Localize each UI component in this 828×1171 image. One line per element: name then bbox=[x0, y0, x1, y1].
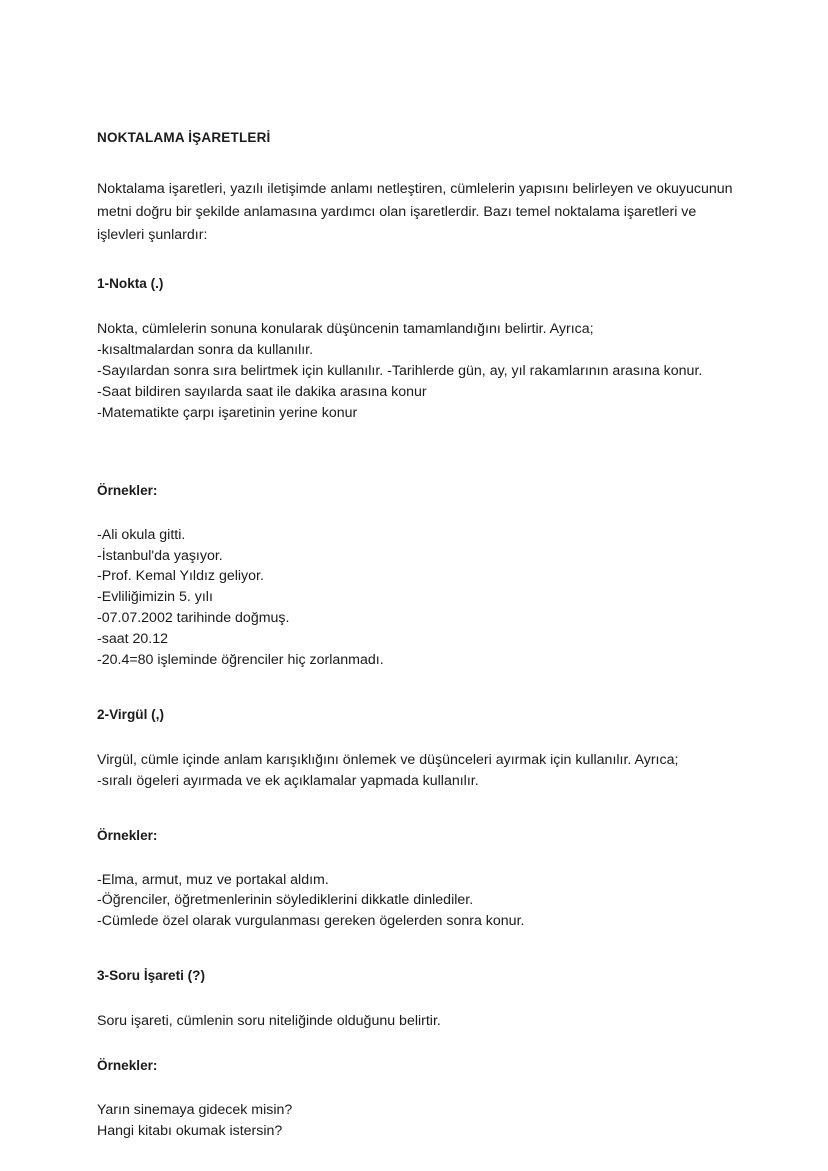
description-line: -Saat bildiren sayılarda saat ile dakika arasına konur bbox=[97, 383, 427, 400]
example-item: -20.4=80 işleminde öğrenciler hiç zorlanmadı. bbox=[97, 651, 384, 668]
example-item: -saat 20.12 bbox=[97, 631, 168, 648]
example-item: Yarın sinemaya gidecek misin? bbox=[97, 1102, 293, 1119]
example-item: -07.07.2002 tarihinde doğmuş. bbox=[97, 610, 290, 627]
section-heading-soru-isareti: 3-Soru İşareti (?) bbox=[97, 968, 206, 984]
description-line: -kısaltmalardan sonra da kullanılır. bbox=[97, 342, 314, 359]
section-heading-nokta: 1-Nokta (.) bbox=[97, 276, 164, 292]
examples-label-virgul: Örnekler: bbox=[97, 827, 158, 843]
description-line: Nokta, cümlelerin sonuna konularak düşüncenin tamamlandığını belirtir. Ayrıca; bbox=[97, 321, 594, 338]
description-line: -Sayılardan sonra sıra belirtmek için kullanılır. -Tarihlerde gün, ay, yıl rakamlarının arasına konur. bbox=[97, 363, 703, 379]
section-heading-virgul: 2-Virgül (,) bbox=[97, 706, 164, 722]
page-title: NOKTALAMA İŞARETLERİ bbox=[97, 130, 271, 145]
example-item: -Elma, armut, muz ve portakal aldım. bbox=[97, 871, 329, 888]
section-description-nokta bbox=[97, 319, 733, 423]
section-description-soru-isareti bbox=[97, 1011, 733, 1032]
document-body bbox=[97, 129, 733, 1168]
example-item: -İstanbul'da yaşıyor. bbox=[97, 547, 223, 564]
description-line: -Matematikte çarpı işaretinin yerine konur bbox=[97, 404, 358, 421]
description-line: Soru işareti, cümlenin soru niteliğinde olduğunu belirtir. bbox=[97, 1013, 441, 1030]
example-item: Hangi kitabı okumak istersin? bbox=[97, 1123, 283, 1140]
example-item: -Prof. Kemal Yıldız geliyor. bbox=[97, 568, 264, 585]
examples-label-soru-isareti: Örnekler: bbox=[97, 1058, 158, 1074]
examples-list-nokta bbox=[97, 525, 733, 671]
examples-list-soru-isareti bbox=[97, 1100, 733, 1142]
example-item: -Öğrenciler, öğretmenlerinin söylediklerini dikkatle dinlediler. bbox=[97, 892, 474, 909]
description-line: Virgül, cümle içinde anlam karışıklığını önlemek ve düşünceleri ayırmak için kullanılır. Ayrıca; bbox=[97, 751, 679, 768]
example-item: -Evliliğimizin 5. yılı bbox=[97, 589, 213, 606]
examples-label-nokta: Örnekler: bbox=[97, 482, 158, 498]
section-description-virgul bbox=[97, 750, 733, 792]
example-item: -Cümlede özel olarak vurgulanması gereken ögelerden sonra konur. bbox=[97, 913, 525, 930]
example-item: -Ali okula gitti. bbox=[97, 526, 186, 543]
description-line: -sıralı ögeleri ayırmada ve ek açıklamalar yapmada kullanılır. bbox=[97, 772, 479, 789]
examples-list-virgul bbox=[97, 870, 733, 933]
intro-paragraph: Noktalama işaretleri, yazılı iletişimde anlamı netleştiren, cümlelerin yapısını belirleyen ve okuyucunun metni doğru bir şekilde anlamasına yardımcı olan işaretlerdir. Bazı temel noktalama işaretleri ve işlevleri şunlardır: bbox=[97, 181, 733, 244]
